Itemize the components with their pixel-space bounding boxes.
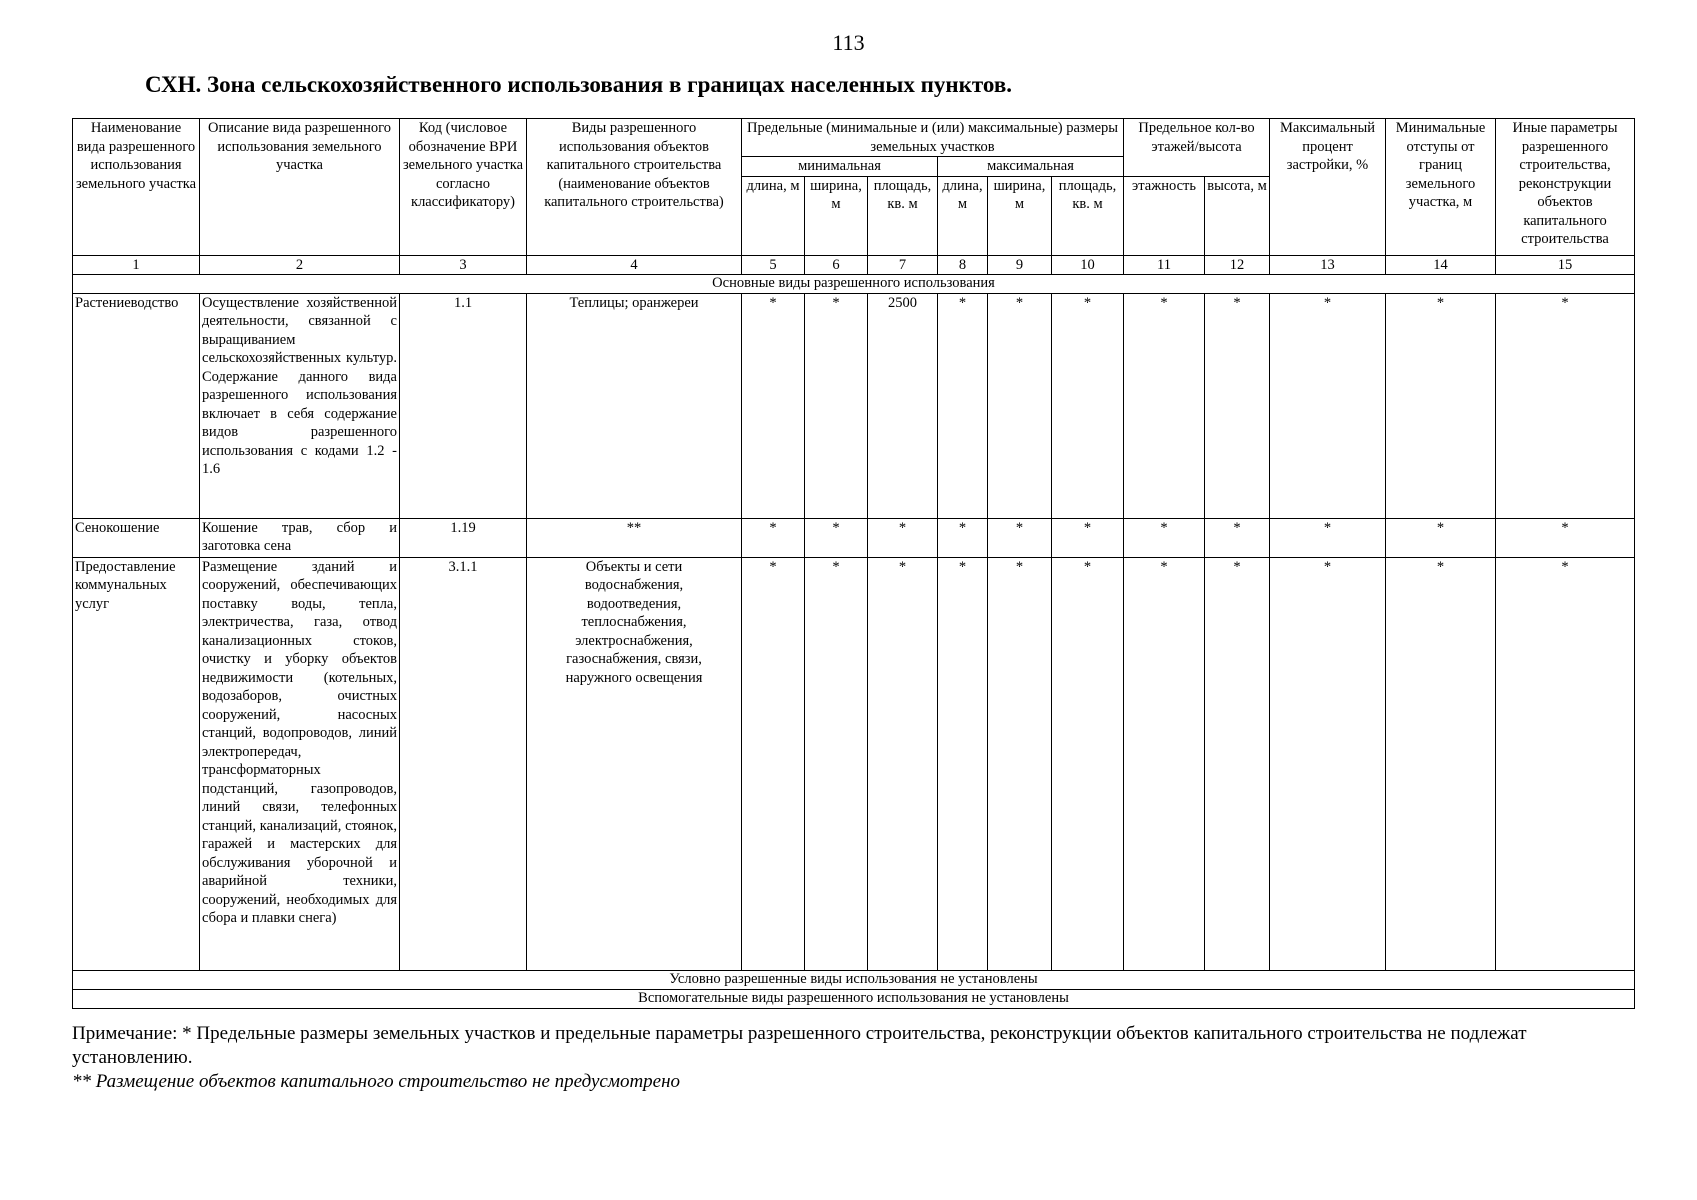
row-description: Кошение трав, сбор и заготовка сена: [200, 518, 400, 557]
row-name: Растениеводство: [73, 293, 200, 518]
subheader-max-area: площадь, кв. м: [1052, 176, 1124, 255]
subheader-height: высота, м: [1205, 176, 1270, 255]
table-row: [73, 518, 1635, 557]
header-plot-sizes: Предельные (минимальные и (или) максимальные) размеры земельных участков: [742, 119, 1124, 157]
column-number: 1: [73, 255, 200, 274]
row-value: *: [1205, 293, 1270, 518]
row-value: *: [1386, 293, 1496, 518]
row-value: *: [805, 293, 868, 518]
row-oks: Объекты и сети водоснабжения, водоотведения, теплоснабжения, электроснабжения, газоснабжения, связи, наружного освещения: [527, 557, 742, 970]
row-value: *: [988, 518, 1052, 557]
row-value: *: [1205, 557, 1270, 970]
row-value: *: [868, 557, 938, 970]
subheader-min-area: площадь, кв. м: [868, 176, 938, 255]
header-row-1: [73, 119, 1635, 157]
column-number: 13: [1270, 255, 1386, 274]
row-value: *: [988, 293, 1052, 518]
header-max-percent: Максимальный процент застройки, %: [1270, 119, 1386, 256]
column-number: 14: [1386, 255, 1496, 274]
subheader-min-width: ширина, м: [805, 176, 868, 255]
row-value: *: [1496, 557, 1635, 970]
row-oks: Теплицы; оранжереи: [527, 293, 742, 518]
row-value: *: [1386, 557, 1496, 970]
header-other-params: Иные параметры разрешенного строительства, реконструкции объектов капитального строительства: [1496, 119, 1635, 256]
row-value: *: [938, 557, 988, 970]
header-min-setbacks: Минимальные отступы от границ земельного участка, м: [1386, 119, 1496, 256]
header-floors-height: Предельное кол-во этажей/высота: [1124, 119, 1270, 177]
section-conditional-heading: Условно разрешенные виды использования не установлены: [73, 970, 1635, 989]
row-description: Осуществление хозяйственной деятельности, связанной с выращиванием сельскохозяйственных культур. Содержание данного вида разрешенного использования включает в себя содержание видов разрешенного использования с кодами 1.2 - 1.6: [200, 293, 400, 518]
subheader-max-width: ширина, м: [988, 176, 1052, 255]
column-number: 2: [200, 255, 400, 274]
row-value: *: [805, 518, 868, 557]
page-number: 113: [832, 30, 865, 55]
row-value: 2500: [868, 293, 938, 518]
row-description: Размещение зданий и сооружений, обеспечивающих поставку воды, тепла, электричества, газа, отвод канализационных стоков, очистку и уборку объектов недвижимости (котельных, водозаборов, очистных сооружений, насосных станций, водопроводов, линий электропередач, трансформаторных подстанций, газопроводов, линий связи, телефонных станций, канализаций, стоянок, гаражей и мастерских для обслуживания уборочной и аварийной техники, сооружений, необходимых для сбора и плавки снега): [200, 557, 400, 970]
header-name: Наименование вида разрешенного использования земельного участка: [73, 119, 200, 256]
row-value: *: [1124, 557, 1205, 970]
subheader-min-length: длина, м: [742, 176, 805, 255]
header-min-group: минимальная: [742, 157, 938, 177]
row-value: *: [988, 557, 1052, 970]
footnote-italic: ** Размещение объектов капитального строительство не предусмотрено: [72, 1071, 681, 1092]
row-value: *: [1205, 518, 1270, 557]
column-number: 6: [805, 255, 868, 274]
row-value: *: [805, 557, 868, 970]
row-value: *: [1052, 518, 1124, 557]
row-value: *: [1270, 557, 1386, 970]
row-value: *: [1124, 293, 1205, 518]
section-auxiliary-heading: Вспомогательные виды разрешенного использования не установлены: [73, 989, 1635, 1008]
row-value: *: [1496, 293, 1635, 518]
row-value: *: [938, 293, 988, 518]
column-number: 3: [400, 255, 527, 274]
header-max-group: максимальная: [938, 157, 1124, 177]
row-value: *: [1052, 557, 1124, 970]
column-number: 15: [1496, 255, 1635, 274]
regulations-table: [72, 118, 1635, 1009]
row-value: *: [1270, 518, 1386, 557]
row-value: *: [742, 293, 805, 518]
column-number: 7: [868, 255, 938, 274]
table-row: [73, 293, 1635, 518]
row-value: *: [1124, 518, 1205, 557]
row-name: Предоставление коммунальных услуг: [73, 557, 200, 970]
row-code: 3.1.1: [400, 557, 527, 970]
row-value: *: [1496, 518, 1635, 557]
subheader-floors: этажность: [1124, 176, 1205, 255]
table-row: [73, 557, 1635, 970]
column-number: 10: [1052, 255, 1124, 274]
section-main-row: [73, 274, 1635, 293]
row-name: Сенокошение: [73, 518, 200, 557]
row-value: *: [1270, 293, 1386, 518]
column-number: 4: [527, 255, 742, 274]
row-value: *: [742, 518, 805, 557]
column-number: 12: [1205, 255, 1270, 274]
row-value: *: [1386, 518, 1496, 557]
column-number: 11: [1124, 255, 1205, 274]
section-auxiliary-row: [73, 989, 1635, 1008]
header-oks-types: Виды разрешенного использования объектов капитального строительства (наименование объектов капитального строительства): [527, 119, 742, 256]
column-numbers-row: [73, 255, 1635, 274]
row-code: 1.19: [400, 518, 527, 557]
row-value: *: [938, 518, 988, 557]
column-number: 9: [988, 255, 1052, 274]
column-number: 8: [938, 255, 988, 274]
page-title: СХН. Зона сельскохозяйственного использования в границах населенных пунктов.: [145, 72, 1012, 97]
row-value: *: [1052, 293, 1124, 518]
section-conditional-row: [73, 970, 1635, 989]
row-value: *: [742, 557, 805, 970]
header-code: Код (числовое обозначение ВРИ земельного участка согласно классификатору): [400, 119, 527, 256]
section-main-heading: Основные виды разрешенного использования: [73, 274, 1635, 293]
row-oks: **: [527, 518, 742, 557]
column-number: 5: [742, 255, 805, 274]
header-description: Описание вида разрешенного использования земельного участка: [200, 119, 400, 256]
row-code: 1.1: [400, 293, 527, 518]
footnote: Примечание: * Предельные размеры земельных участков и предельные параметры разрешенного строительства, реконструкции объектов капитального строительства не подлежат установлению.: [72, 1023, 1527, 1068]
row-value: *: [868, 518, 938, 557]
subheader-max-length: длина, м: [938, 176, 988, 255]
